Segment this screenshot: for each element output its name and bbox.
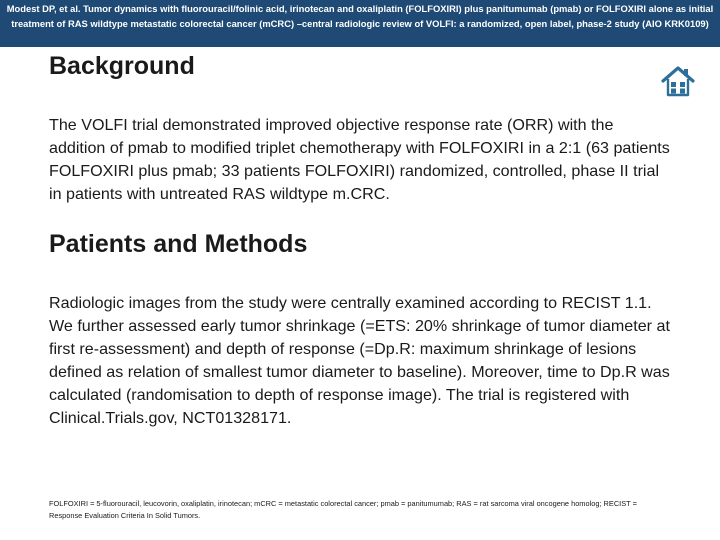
patients-methods-heading: Patients and Methods: [49, 230, 308, 258]
patients-methods-paragraph: Radiologic images from the study were centrally examined according to RECIST 1.1. We further assessed early tumor shrinkage (=ETS: 20% shrinkage of tumor diameter at first re-assessment) and depth of response (=Dp.R: maximum shrinkage of lesions defined as relation of smallest tumor diameter to baseline). Moreover, time to Dp.R was calculated (randomisation to depth of response image). The trial is registered with Clinical.Trials.gov, NCT01328171.: [49, 294, 670, 427]
background-paragraph: The VOLFI trial demonstrated improved objective response rate (ORR) with the addition of pmab to modified triplet chemotherapy with FOLFOXIRI in a 2:1 (63 patients FOLFOXIRI plus pmab; 33 patients FOLFOXIRI) randomized, controlled, phase II trial in patients with untreated RAS wildtype m.CRC.: [49, 116, 670, 203]
home-icon-graphic: [660, 64, 696, 98]
background-heading: Background: [49, 52, 195, 80]
citation-title: Modest DP, et al. Tumor dynamics with fluorouracil/folinic acid, irinotecan and oxaliplatin (FOLFOXIRI) plus panitumumab (pmab) or FOLFOXIRI alone as initial treatment of RAS wildtype metastatic colorectal cancer (mCRC) –central radiologic review of VOLFI: a randomized, open label, phase-2 study (AIO KRK0109): [6, 3, 714, 29]
abbreviations-footnote: FOLFOXIRI = 5-fluorouracil, leucovorin, oxaliplatin, irinotecan; mCRC = metastatic colorectal cancer; pmab = panitumumab; RAS = rat sarcoma viral oncogene homolog; RECIST = Response Evaluation Criteria In Solid Tumors.: [49, 499, 637, 520]
home-icon[interactable]: [660, 64, 696, 98]
header-banner: [0, 0, 720, 47]
